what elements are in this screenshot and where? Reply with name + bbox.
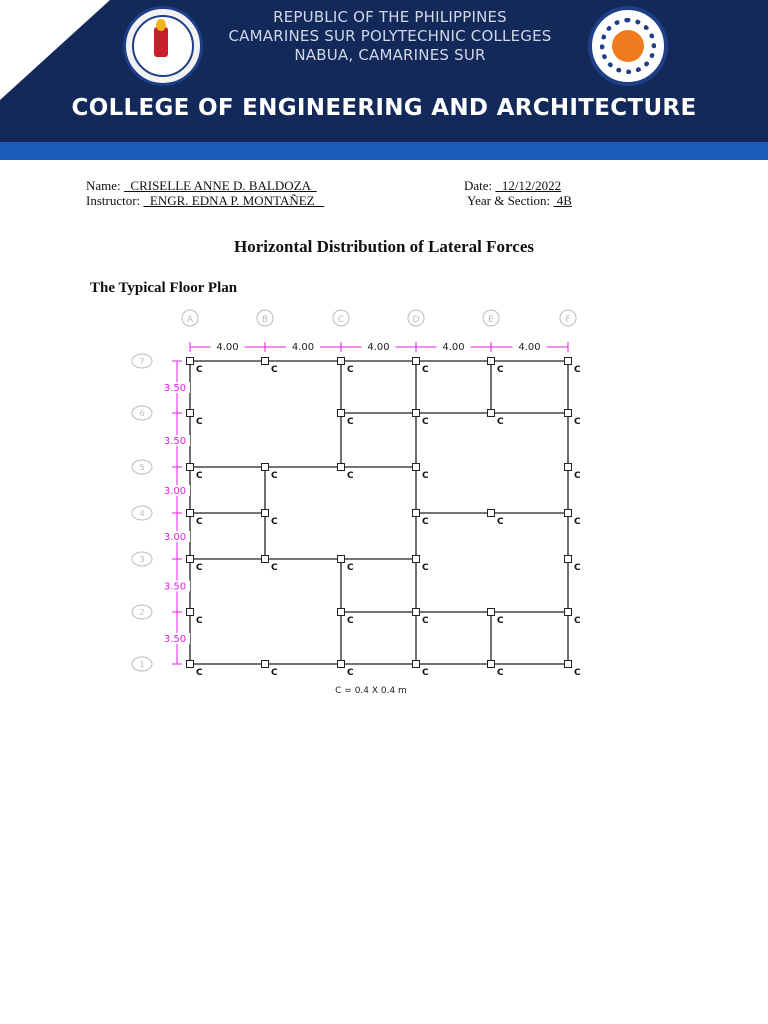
dimension-label-y: 3.50	[163, 581, 187, 593]
column-tag: C	[497, 668, 504, 678]
column-tag: C	[497, 616, 504, 626]
column-tag: C	[271, 668, 278, 678]
college-name: COLLEGE OF ENGINEERING AND ARCHITECTURE	[71, 95, 697, 121]
date-value: 12/12/2022	[495, 178, 562, 193]
column-square	[262, 556, 269, 563]
header-line-college: CAMARINES SUR POLYTECHNIC COLLEGES	[228, 27, 552, 45]
grid-label-b: B	[261, 315, 269, 325]
column-square	[187, 609, 194, 616]
instructor-field	[86, 193, 324, 209]
column-tag: C	[271, 563, 278, 573]
column-tag: C	[422, 417, 429, 427]
column-tag: C	[422, 616, 429, 626]
section-label: Year & Section:	[467, 193, 551, 208]
column-square	[187, 510, 194, 517]
column-square	[338, 556, 345, 563]
column-square	[565, 410, 572, 417]
column-tag: C	[574, 668, 581, 678]
grid-label-e: E	[488, 315, 494, 325]
floor-plan-drawing	[120, 306, 600, 702]
column-tag: C	[422, 517, 429, 527]
column-square	[488, 609, 495, 616]
grid-label-1: 1	[139, 660, 145, 669]
column-tag: C	[422, 668, 429, 678]
column-square	[565, 556, 572, 563]
column-tag: C	[497, 365, 504, 375]
column-tag: C	[196, 563, 203, 573]
column-square	[262, 358, 269, 365]
column-square	[413, 358, 420, 365]
grid-label-4: 4	[139, 509, 145, 518]
column-square	[187, 556, 194, 563]
column-square	[338, 358, 345, 365]
column-tag: C	[196, 365, 203, 375]
column-square	[262, 661, 269, 668]
column-tag: C	[422, 471, 429, 481]
column-tag: C	[196, 471, 203, 481]
name-field	[86, 178, 317, 194]
dimension-label-y: 3.50	[163, 634, 187, 645]
grid-label-a: A	[186, 315, 194, 325]
column-tag: C	[271, 471, 278, 481]
column-tag: C	[271, 517, 278, 527]
dimension-label-y: 3.50	[163, 436, 187, 447]
instructor-value: ENGR. EDNA P. MONTAÑEZ	[143, 193, 325, 208]
document-title: Horizontal Distribution of Lateral Forces	[234, 237, 534, 256]
date-label: Date:	[464, 178, 493, 193]
engineering-seal-logo	[588, 6, 668, 86]
column-square	[565, 358, 572, 365]
dimension-label-y: 3.50	[163, 383, 187, 394]
header-banner	[0, 0, 768, 160]
column-tag: C	[422, 563, 429, 573]
column-tag: C	[574, 616, 581, 626]
column-tag: C	[574, 517, 581, 527]
section-value: 4B	[553, 193, 572, 208]
column-square	[413, 510, 420, 517]
column-tag: C	[574, 365, 581, 375]
column-square	[413, 609, 420, 616]
column-square	[413, 464, 420, 471]
header-line-location: NABUA, CAMARINES SUR	[294, 46, 486, 64]
column-tag: C	[497, 517, 504, 527]
column-tag: C	[574, 471, 581, 481]
column-square	[488, 661, 495, 668]
column-tag: C	[347, 471, 354, 481]
column-tag: C	[574, 563, 581, 573]
section-field	[467, 193, 572, 209]
dimension-label-x: 4.00	[442, 342, 465, 353]
column-tag: C	[196, 517, 203, 527]
dimension-label-x: 4.00	[216, 342, 239, 353]
column-square	[565, 510, 572, 517]
grid-label-d: D	[412, 315, 420, 325]
banner-stripe	[0, 142, 768, 160]
dimension-label-x: 4.00	[367, 342, 390, 353]
column-tag: C	[574, 417, 581, 427]
column-tag: C	[196, 616, 203, 626]
dimension-label-y: 3.00	[163, 532, 187, 543]
column-square	[565, 464, 572, 471]
date-field	[464, 178, 561, 194]
column-tag: C	[271, 365, 278, 375]
grid-label-7: 7	[139, 357, 145, 366]
column-tag: C	[196, 668, 203, 678]
column-square	[413, 556, 420, 563]
banner-corner-decoration	[0, 0, 110, 100]
column-square	[338, 661, 345, 668]
column-tag: C	[422, 365, 429, 375]
column-square	[187, 410, 194, 417]
grid-label-6: 6	[139, 409, 145, 418]
column-tag: C	[347, 563, 354, 573]
column-square	[565, 661, 572, 668]
column-square	[488, 410, 495, 417]
grid-label-c: C	[337, 315, 345, 325]
column-square	[262, 510, 269, 517]
name-value: CRISELLE ANNE D. BALDOZA	[123, 178, 317, 193]
polytechnic-seal-logo	[123, 6, 203, 86]
column-square	[413, 661, 420, 668]
grid-label-2: 2	[139, 608, 145, 617]
grid-label-3: 3	[139, 555, 145, 564]
grid-label-f: F	[565, 315, 571, 325]
dimension-label-y: 3.00	[163, 486, 187, 497]
column-tag: C	[347, 668, 354, 678]
grid-label-5: 5	[139, 463, 145, 472]
dimension-label-x: 4.00	[518, 342, 541, 353]
column-square	[488, 510, 495, 517]
dimension-label-x: 4.00	[291, 342, 315, 353]
column-size-note: C = 0.4 X 0.4 m	[335, 686, 407, 696]
floor-plan-heading: The Typical Floor Plan	[90, 280, 238, 296]
column-tag: C	[347, 417, 354, 427]
column-tag: C	[196, 417, 203, 427]
column-tag: C	[347, 365, 354, 375]
name-label: Name:	[86, 178, 121, 193]
instructor-label: Instructor:	[86, 193, 141, 208]
column-tag: C	[497, 417, 504, 427]
column-square	[488, 358, 495, 365]
column-square	[338, 410, 345, 417]
column-square	[338, 609, 345, 616]
header-line-republic: REPUBLIC OF THE PHILIPPINES	[273, 8, 507, 26]
column-square	[187, 661, 194, 668]
column-square	[565, 609, 572, 616]
column-square	[338, 464, 345, 471]
column-square	[262, 464, 269, 471]
column-tag: C	[347, 616, 354, 626]
column-square	[413, 410, 420, 417]
column-square	[187, 464, 194, 471]
column-square	[187, 358, 194, 365]
